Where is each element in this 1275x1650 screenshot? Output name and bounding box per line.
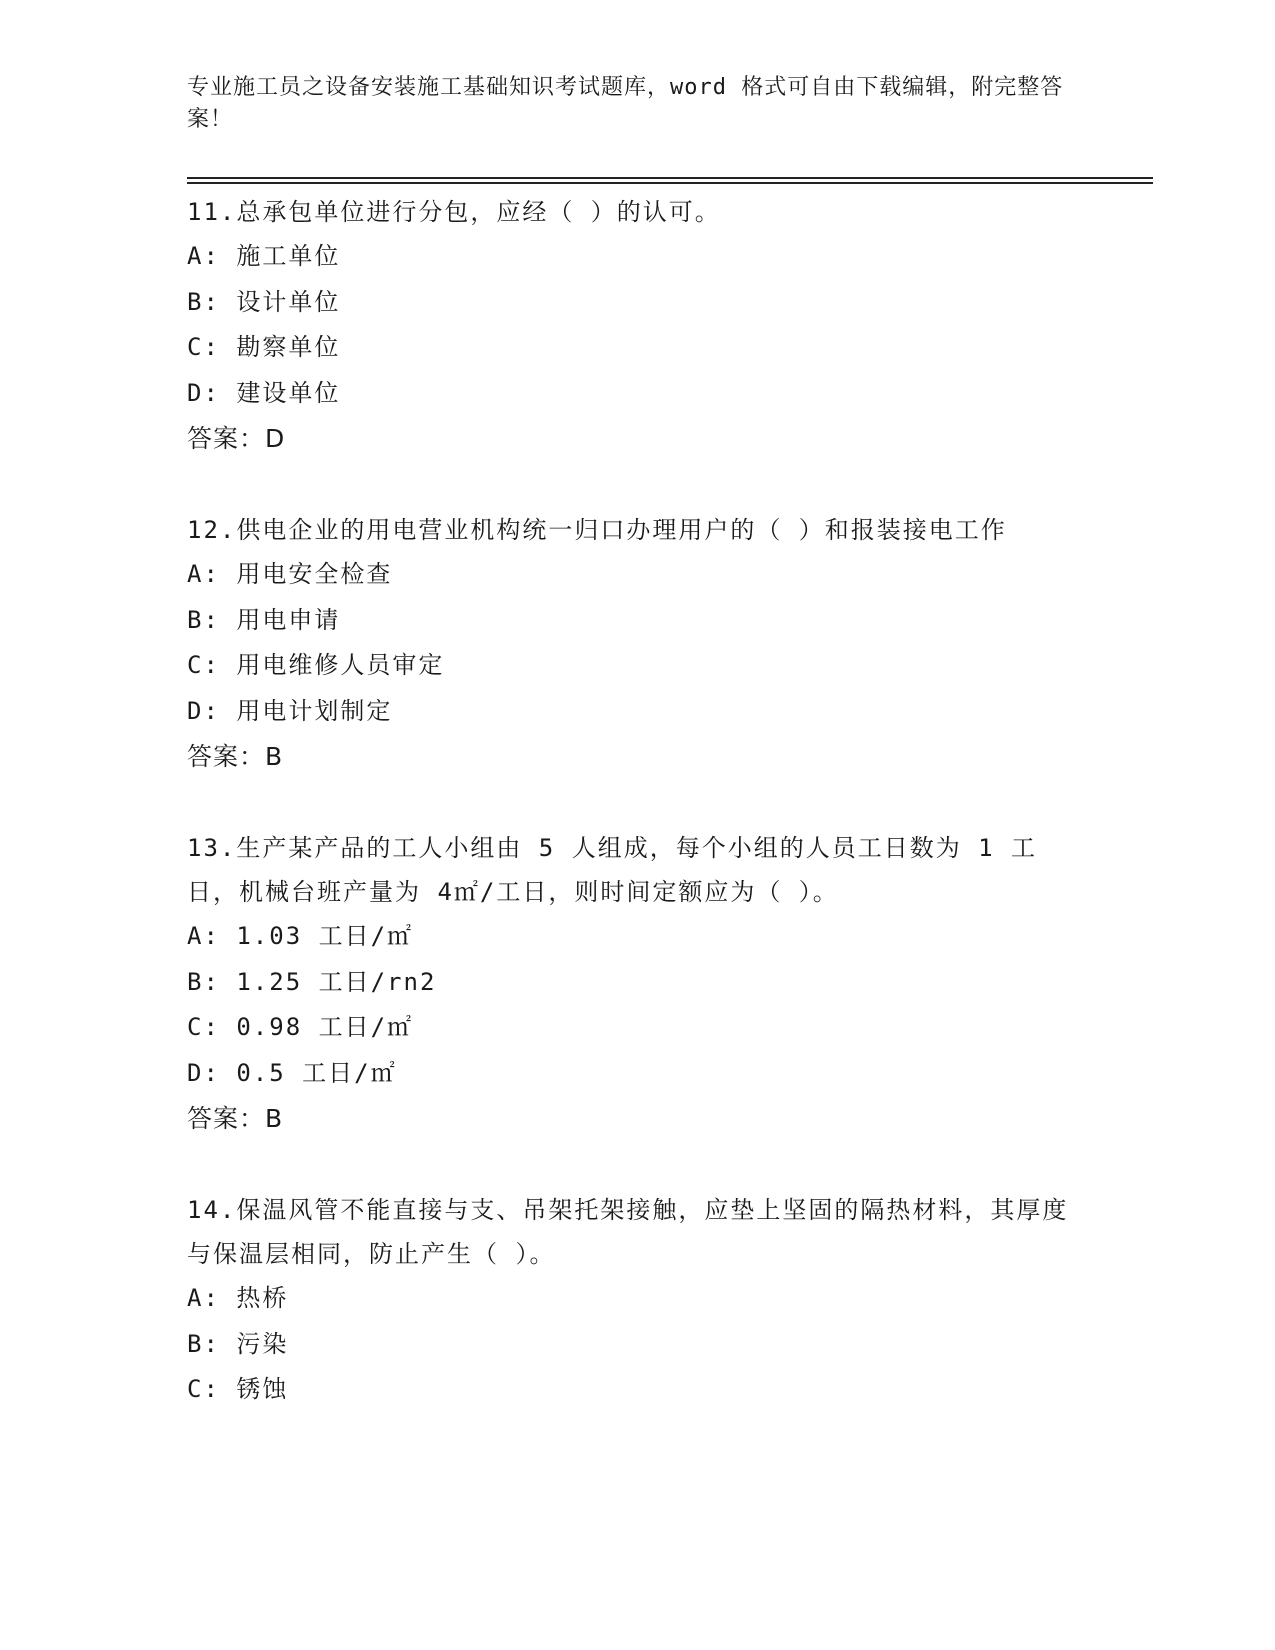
answer-line: 答案：B — [187, 742, 284, 771]
option-c: C: 用电维修人员审定 — [187, 651, 445, 679]
question-list — [187, 190, 1087, 1459]
option-b: B: 用电申请 — [187, 605, 341, 634]
question-stem: 11.总承包单位进行分包，应经（ ）的认可。 — [187, 198, 721, 226]
option-a: A: 热桥 — [187, 1284, 289, 1312]
question-14 — [187, 1188, 1087, 1413]
option-d: D: 建设单位 — [187, 378, 341, 407]
question-stem: 12.供电企业的用电营业机构统一归口办理用户的（ ）和报装接电工作 — [187, 516, 1007, 544]
option-d: D: 0.5 工日/㎡ — [187, 1058, 397, 1087]
option-b: B: 设计单位 — [187, 287, 341, 316]
question-11 — [187, 190, 1087, 462]
document-intro: 专业施工员之设备安装施工基础知识考试题库，word 格式可自由下载编辑，附完整答案！ — [187, 75, 1064, 132]
option-a: A: 1.03 工日/㎡ — [187, 922, 414, 950]
option-c: C: 0.98 工日/㎡ — [187, 1013, 414, 1041]
header-divider-top — [187, 177, 1153, 179]
option-d: D: 用电计划制定 — [187, 696, 393, 725]
question-stem: 14.保温风管不能直接与支、吊架托架接触，应垫上坚固的隔热材料，其厚度与保温层相同，防止产生（ ）。 — [187, 1196, 1069, 1268]
option-c: C: 锈蚀 — [187, 1375, 289, 1403]
question-stem: 13.生产某产品的工人小组由 5 人组成，每个小组的人员工日数为 1 工日，机械台班产量为 4㎡/工日，则时间定额应为（ ）。 — [187, 834, 1038, 906]
header-divider-bottom — [187, 182, 1153, 184]
option-c: C: 勘察单位 — [187, 333, 341, 361]
answer-line: 答案：B — [187, 1104, 284, 1133]
option-b: B: 1.25 工日/rn2 — [187, 967, 437, 996]
option-b: B: 污染 — [187, 1329, 289, 1358]
question-12 — [187, 508, 1087, 780]
option-a: A: 用电安全检查 — [187, 560, 393, 588]
answer-line: 答案：D — [187, 424, 286, 453]
option-a: A: 施工单位 — [187, 242, 341, 270]
question-13 — [187, 826, 1087, 1142]
